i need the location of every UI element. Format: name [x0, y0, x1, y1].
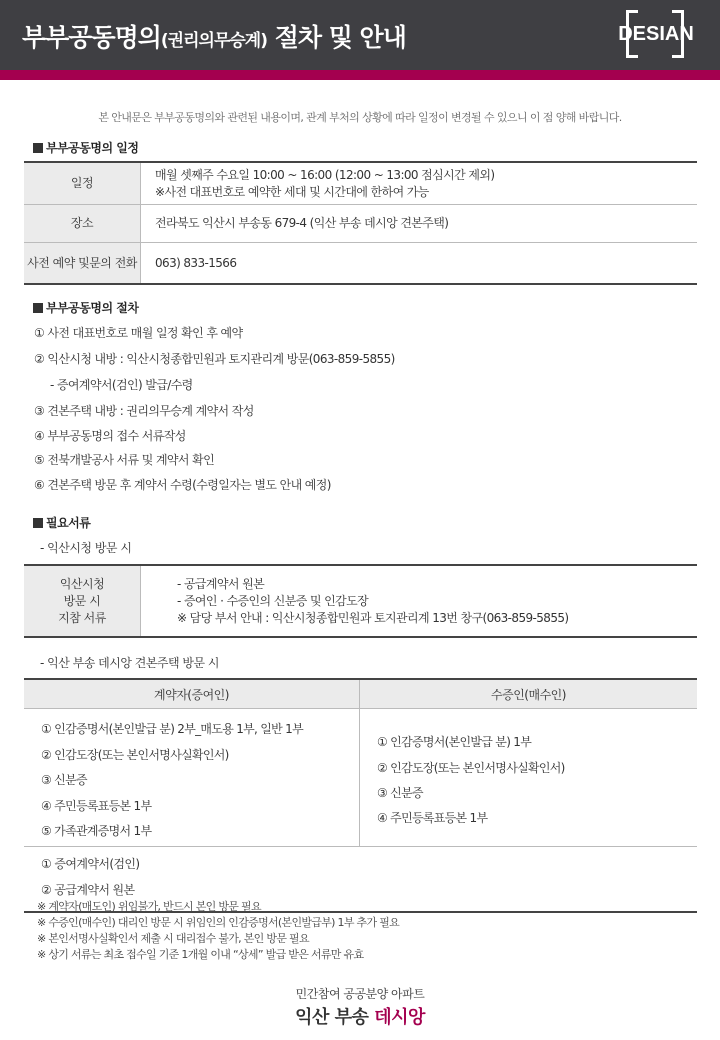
footer-subtitle: 민간참여 공공분양 아파트 — [295, 987, 425, 1001]
schedule-heading: 부부공동명의 일정 — [33, 139, 138, 156]
procedure-step: ② 익산시청 내방 : 익산시청종합민원과 토지관리계 방문(063-859-5855) — [34, 352, 395, 366]
recipient-documents — [360, 709, 697, 846]
footer-brand: 익산 부송 데시앙 — [295, 1007, 425, 1028]
note-item: ※ 수증인(매수인) 대리인 방문 시 위임인의 인감증명서(본인발급부) 1부 추가 필요 — [37, 916, 400, 929]
list-item: ① 증여계약서(검인) — [41, 857, 140, 871]
list-item: - 공급계약서 원본 — [177, 576, 265, 591]
table-row — [24, 163, 697, 205]
square-bullet-icon — [33, 303, 43, 313]
square-bullet-icon — [33, 518, 43, 528]
row-value: 전라북도 익산시 부송동 679-4 (익산 부송 데시앙 견본주택) — [155, 216, 449, 230]
procedure-step: ③ 견본주택 내방 : 권리의무승계 계약서 작성 — [34, 404, 254, 418]
procedure-step: ④ 부부공동명의 접수 서류작성 — [34, 429, 186, 443]
contact-phone: 063) 833-1566 — [155, 255, 237, 270]
column-header-recipient: 수증인(매수인) — [491, 687, 566, 702]
list-item: - 증여인 · 수증인의 신분증 및 인감도장 — [177, 593, 369, 608]
row-label: 사전 예약 및 문의 전화 — [24, 243, 141, 283]
list-item: ③ 신분증 — [377, 786, 423, 800]
list-item: ① 인감증명서(본인발급 분) 1부 — [377, 735, 532, 749]
title-tail: 절차 및 안내 — [266, 23, 406, 52]
desian-logo — [610, 10, 702, 60]
model-house-table — [24, 678, 697, 913]
page-title — [22, 18, 406, 54]
row-label: 익산시청 방문 시 지참 서류 — [24, 566, 141, 636]
list-item: ② 공급계약서 원본 — [41, 883, 135, 897]
square-bullet-icon — [33, 143, 43, 153]
note-item: ※ 본인서명사실확인서 제출 시 대리접수 불가, 본인 방문 필요 — [37, 932, 309, 945]
notes-list — [37, 899, 399, 963]
row-label: 일정 — [24, 163, 141, 204]
list-item: ② 인감도장(또는 본인서명사실확인서) — [377, 761, 565, 775]
list-item: ⑤ 가족관계증명서 1부 — [41, 824, 152, 838]
list-item: ④ 주민등록표등본 1부 — [377, 811, 488, 825]
procedure-step: ⑤ 전북개발공사 서류 및 계약서 확인 — [34, 453, 215, 467]
footer-brand-accent: 데시앙 — [374, 1007, 425, 1028]
logo-text: DESIAN — [618, 23, 694, 45]
page-header — [0, 0, 720, 70]
table-row — [24, 205, 697, 243]
procedure-heading: 부부공동명의 절차 — [33, 299, 138, 316]
title-sub: (권리의무승계) — [160, 31, 267, 51]
procedure-step: ① 사전 대표번호로 매월 일정 확인 후 예약 — [34, 326, 243, 340]
contractor-documents — [24, 709, 360, 846]
list-item: ④ 주민등록표등본 1부 — [41, 799, 152, 813]
list-item: ※ 담당 부서 안내 : 익산시청종합민원과 토지관리계 13번 창구(063-859-5855) — [177, 610, 569, 625]
schedule-table — [24, 161, 697, 285]
procedure-substep: - 증여계약서(검인) 발급/수령 — [50, 378, 193, 392]
row-value — [141, 243, 697, 283]
list-item: ① 인감증명서(본인발급 분) 2부_매도용 1부, 일반 1부 — [41, 722, 303, 736]
procedure-step: ⑥ 견본주택 방문 후 계약서 수령(수령일자는 별도 안내 예정) — [34, 478, 331, 492]
row-value — [141, 566, 697, 636]
table-row — [24, 709, 697, 847]
header-accent-bar — [0, 70, 720, 80]
title-main: 부부공동명의 — [22, 23, 161, 52]
table-header-row — [24, 680, 697, 709]
model-house-subheading: - 익산 부송 데시앙 견본주택 방문 시 — [40, 656, 220, 670]
list-item: ③ 신분증 — [41, 773, 87, 787]
row-value: 매월 셋째주 수요일 10:00 ~ 16:00 (12:00 ~ 13:00 점심시간 제외) ※사전 대표번호로 예약한 세대 및 시간대에 한하여 가능 — [155, 167, 495, 199]
documents-heading: 필요서류 — [33, 514, 90, 531]
note-item: ※ 상기 서류는 최초 접수일 기준 1개월 이내 “상세” 발급 받은 서류만 유효 — [37, 948, 364, 961]
row-label: 장소 — [24, 205, 141, 242]
column-header-contractor: 계약자(증여인) — [24, 680, 360, 708]
note-item: ※ 계약자(매도인) 위임불가, 반드시 본인 방문 필요 — [37, 900, 261, 913]
list-item: ② 인감도장(또는 본인서명사실확인서) — [41, 748, 229, 762]
city-hall-subheading: - 익산시청 방문 시 — [40, 541, 132, 555]
city-hall-table — [24, 564, 697, 638]
notice-text: 본 안내문은 부부공동명의와 관련된 내용이며, 관계 부처의 상황에 따라 일정이 변경될 수 있으니 이 점 양해 바랍니다. — [98, 111, 622, 124]
table-row — [24, 243, 697, 283]
